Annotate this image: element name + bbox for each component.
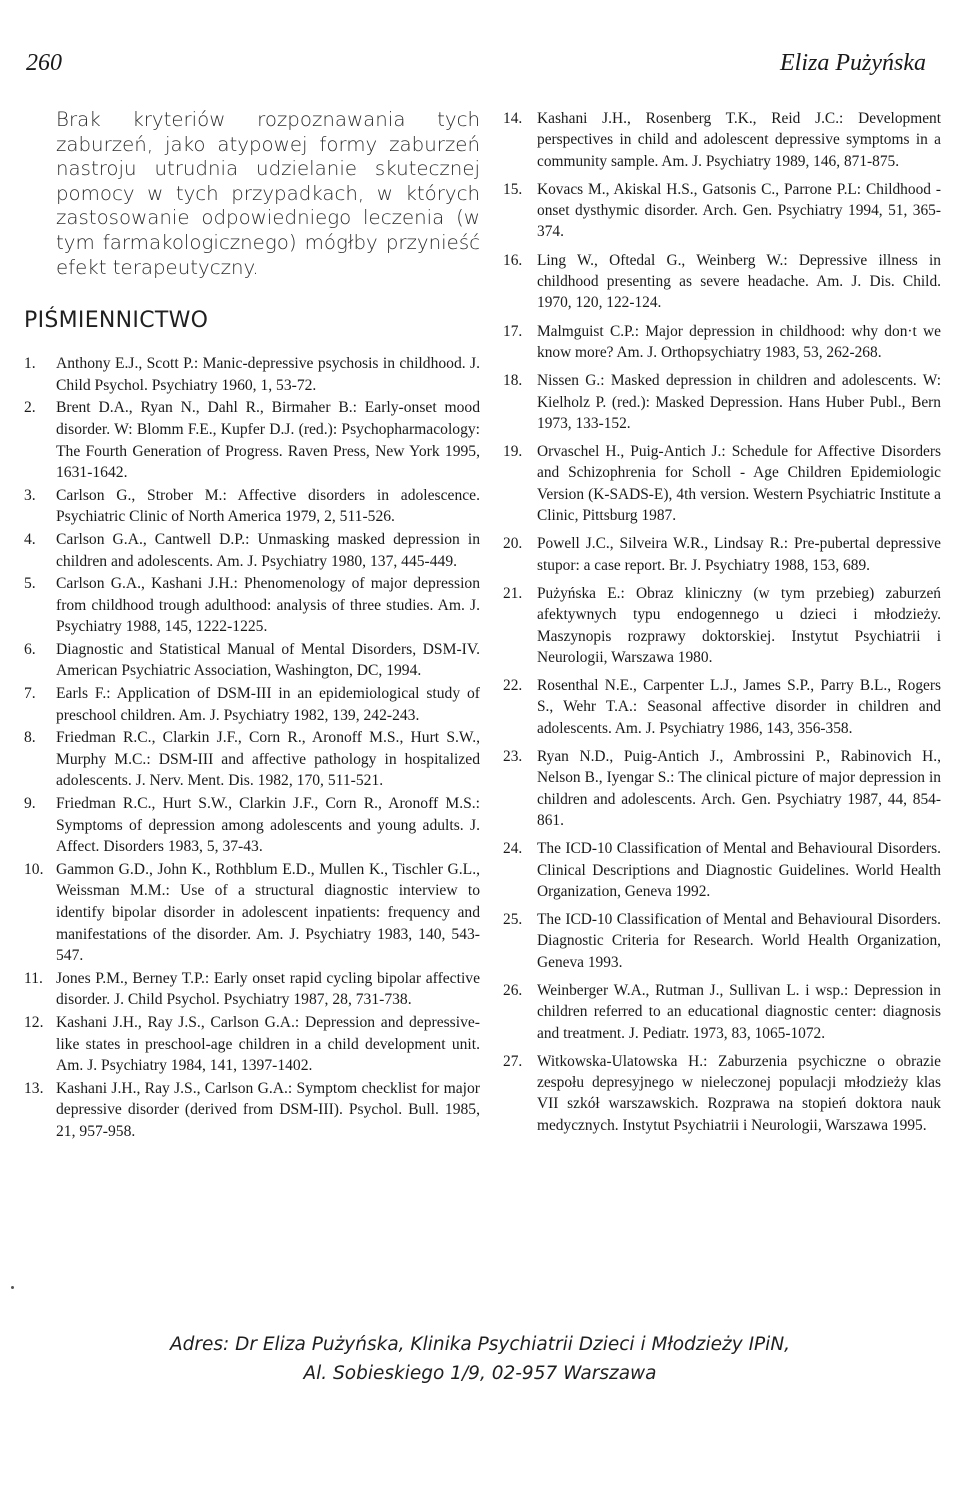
reference-text: Pużyńska E.: Obraz kliniczny (w tym przebieg) zaburzeń afektywnych typu endogennego u dzieci i młodzieży. Maszynopis rozprawy doktorskiej. Instytut Psychiatrii i Neurologii, Warszawa 1980. bbox=[537, 584, 941, 666]
reference-number: 5. bbox=[24, 575, 36, 593]
reference-text: Friedman R.C., Hurt S.W., Clarkin J.F., Corn R., Aronoff M.S.: Symptoms of depression among adolescents and young adults. J. Affect. Disorders 1983, 5, 37-43. bbox=[56, 795, 480, 856]
reference-item bbox=[24, 353, 480, 396]
reference-text: Kashani J.H., Ray J.S., Carlson G.A.: Symptom checklist for major depressive disorder (derived from DSM-III). Psychol. Bull. 1985, 21, 957-958. bbox=[56, 1079, 480, 1140]
reference-text: Nissen G.: Masked depression in children and adolescents. W: Kielholz P. (red.): Masked Depression. Hans Huber Publ., Bern 1973, 133-152. bbox=[537, 372, 941, 432]
reference-number: 13. bbox=[24, 1079, 44, 1097]
reference-number: 24. bbox=[503, 840, 523, 858]
reference-item bbox=[24, 968, 480, 1011]
reference-item bbox=[503, 980, 941, 1044]
reference-text: Rosenthal N.E., Carpenter L.J., James S.P., Parry B.L., Rogers S., Wehr T.A.: Seasonal affective disorder in children and adolescents. Am. J. Psychiatry 1986, 143, 356-358. bbox=[537, 677, 941, 737]
reference-item bbox=[24, 1012, 480, 1077]
reference-item bbox=[24, 683, 480, 726]
address-line-2: Al. Sobieskiego 1/9, 02-957 Warszawa bbox=[303, 1363, 657, 1384]
reference-item bbox=[503, 179, 941, 243]
reference-number: 23. bbox=[503, 748, 523, 766]
reference-number: 11. bbox=[24, 969, 43, 987]
reference-number: 19. bbox=[503, 443, 523, 461]
reference-number: 2. bbox=[24, 399, 36, 417]
reference-text: Malmguist C.P.: Major depression in childhood: why don·t we know more? Am. J. Orthopsychiatry 1983, 53, 262-268. bbox=[537, 322, 941, 361]
reference-number: 21. bbox=[503, 584, 523, 602]
reference-item bbox=[24, 397, 480, 483]
reference-text: Friedman R.C., Clarkin J.F., Corn R., Aronoff M.S., Hurt S.W., Murphy M.C.: DSM-III and affective pathology in hospitalized adolescents. J. Nerv. Ment. Dis. 1982, 170, 511-521. bbox=[56, 729, 480, 790]
page-header bbox=[26, 50, 926, 84]
reference-text: Weinberger W.A., Rutman J., Sullivan L. i wsp.: Depression in children referred to an educational diagnostic center: diagnosis and treatment. J. Pediatr. 1973, 83, 1065-1072. bbox=[537, 981, 941, 1042]
reference-number: 12. bbox=[24, 1013, 44, 1031]
reference-text: Gammon G.D., John K., Rothblum E.D., Mullen K., Tischler G.L., Weissman M.M.: Use of a structural diagnostic interview to identify bipolar disorder in adolescent inpatients: frequency and manifestations of the disorder. Am. J. Psychiatry 1983, 140, 543-547. bbox=[56, 860, 480, 965]
reference-item bbox=[24, 859, 480, 967]
reference-number: 22. bbox=[503, 677, 523, 695]
reference-item bbox=[24, 485, 480, 528]
reference-item bbox=[503, 370, 941, 434]
reference-number: 27. bbox=[503, 1052, 523, 1070]
reference-list-left bbox=[24, 353, 480, 1142]
reference-number: 15. bbox=[503, 180, 523, 198]
reference-number: 8. bbox=[24, 729, 36, 747]
reference-number: 1. bbox=[24, 355, 36, 373]
page-number: 260 bbox=[26, 50, 62, 76]
reference-item bbox=[503, 533, 941, 576]
reference-number: 18. bbox=[503, 372, 523, 390]
reference-item bbox=[24, 573, 480, 638]
reference-text: Kashani J.H., Ray J.S., Carlson G.A.: Depression and depressive-like states in preschool-age children in a child development unit. Am. J. Psychiatry 1984, 141, 1397-1402. bbox=[56, 1013, 480, 1075]
reference-item bbox=[24, 529, 480, 572]
reference-number: 16. bbox=[503, 251, 523, 269]
reference-item bbox=[503, 321, 941, 364]
reference-number: 25. bbox=[503, 911, 523, 929]
reference-text: Witkowska-Ulatowska H.: Zaburzenia psychiczne o obrazie zespołu depresyjnego w nieleczonej populacji młodzieży klas VII szkół warszawskich. Rozprawa na stopień doktora nauk medycznych. Instytut Psychiatrii i Neurologii, Warszawa 1995. bbox=[537, 1052, 941, 1134]
reference-text: Ryan N.D., Puig-Antich J., Ambrossini P., Rabinovich H., Nelson B., Iyengar S.: The clinical picture of major depression in children and adolescents. Arch. Gen. Psychiatry 1987, 44, 854-861. bbox=[537, 748, 941, 829]
reference-text: Brent D.A., Ryan N., Dahl R., Birmaher B.: Early-onset mood disorder. W: Blomm F.E., Kupfer D.J. (red.): Psychopharmacology: The Fourth Generation of Progress. Raven Press, New York 1995, 1631-1642. bbox=[56, 399, 480, 482]
reference-item bbox=[503, 250, 941, 314]
reference-text: Carlson G.A., Kashani J.H.: Phenomenology of major depression from childhood trough adulthood: analysis of three studies. Am. J. Psychiatry 1988, 145, 1222-1225. bbox=[56, 575, 480, 636]
reference-number: 6. bbox=[24, 640, 36, 658]
reference-text: Anthony E.J., Scott P.: Manic-depressive psychosis in childhood. J. Child Psychol. Psychiatry 1960, 1, 53-72. bbox=[56, 355, 480, 394]
reference-item bbox=[503, 1051, 941, 1136]
reference-item bbox=[503, 108, 941, 172]
reference-number: 26. bbox=[503, 981, 523, 999]
reference-item bbox=[24, 639, 480, 682]
reference-number: 4. bbox=[24, 530, 36, 548]
reference-text: Kashani J.H., Rosenberg T.K., Reid J.C.: Development perspectives in child and adolescent depressive symptoms in a community sample. Am. J. Psychiatry 1989, 146, 871-875. bbox=[537, 110, 941, 170]
reference-item bbox=[24, 1078, 480, 1143]
reference-number: 3. bbox=[24, 486, 36, 504]
reference-number: 7. bbox=[24, 685, 36, 703]
reference-item bbox=[24, 727, 480, 792]
reference-text: Carlson G.A., Cantwell D.P.: Unmasking masked depression in children and adolescents. Am. J. Psychiatry 1980, 137, 445-449. bbox=[56, 530, 480, 570]
right-column bbox=[503, 108, 941, 1143]
margin-dot bbox=[11, 1286, 14, 1289]
reference-item bbox=[503, 838, 941, 902]
reference-text: Orvaschel H., Puig-Antich J.: Schedule for Affective Disorders and Schizophrenia for Scholl - Age Children Epidemiologic Version (K-SADS-E), 4th version. Western Psychiatric Institute a Clinic, Pittsburg 1987. bbox=[537, 443, 941, 525]
reference-text: Ling W., Oftedal G., Weinberg W.: Depressive illness in childhood presenting as severe headache. Am. J. Dis. Child. 1970, 120, 122-124. bbox=[537, 251, 941, 312]
reference-list-right bbox=[503, 108, 941, 1136]
address-line-1: Adres: Dr Eliza Pużyńska, Klinika Psychiatrii Dzieci i Młodzieży IPiN, bbox=[169, 1334, 791, 1355]
reference-text: The ICD-10 Classification of Mental and Behavioural Disorders. Diagnostic Criteria for Research. World Health Organization, Geneva 1993. bbox=[537, 911, 941, 971]
author-address bbox=[0, 1330, 960, 1388]
reference-item bbox=[503, 909, 941, 973]
reference-text: The ICD-10 Classification of Mental and Behavioural Disorders. Clinical Descriptions and Diagnostic Guidelines. World Health Organization, Geneva 1992. bbox=[537, 840, 941, 900]
reference-text: Earls F.: Application of DSM-III in an epidemiological study of preschool children. Am. J. Psychiatry 1982, 139, 242-243. bbox=[56, 685, 480, 724]
reference-text: Powell J.C., Silveira W.R., Lindsay R.: Pre-pubertal depressive stupor: a case report. Br. J. Psychiatry 1988, 153, 689. bbox=[537, 535, 941, 574]
reference-number: 20. bbox=[503, 535, 523, 553]
reference-item bbox=[503, 746, 941, 831]
reference-text: Carlson G., Strober M.: Affective disorders in adolescence. Psychiatric Clinic of North America 1979, 2, 511-526. bbox=[56, 486, 480, 526]
reference-number: 14. bbox=[503, 110, 523, 127]
reference-item bbox=[24, 793, 480, 858]
section-title: PIŚMIENNICTWO bbox=[24, 308, 209, 334]
reference-number: 9. bbox=[24, 795, 36, 813]
intro-paragraph: Brak kryteriów rozpoznawania tych zaburzeń, jako atypowej formy zaburzeń nastroju utrudnia udzielanie skutecznej pomocy w tych przypadkach, w których zastosowanie odpowiedniego leczenia (w tym farmakologicznego) mógłby przynieść efekt terapeutyczny. bbox=[56, 108, 480, 279]
reference-text: Kovacs M., Akiskal H.S., Gatsonis C., Parrone P.L: Childhood - onset dysthymic disorder. Arch. Gen. Psychiatry 1994, 51, 365-374. bbox=[537, 180, 941, 241]
reference-text: Diagnostic and Statistical Manual of Mental Disorders, DSM-IV. American Psychiatric Association, Washington, DC, 1994. bbox=[56, 640, 480, 680]
reference-number: 10. bbox=[24, 860, 44, 878]
reference-item bbox=[503, 583, 941, 668]
reference-item bbox=[503, 675, 941, 739]
reference-text: Jones P.M., Berney T.P.: Early onset rapid cycling bipolar affective disorder. J. Child Psychol. Psychiatry 1987, 28, 731-738. bbox=[56, 969, 480, 1009]
reference-number: 17. bbox=[503, 322, 523, 340]
running-head: Eliza Pużyńska bbox=[780, 50, 926, 76]
left-column bbox=[24, 108, 480, 1144]
reference-item bbox=[503, 441, 941, 526]
